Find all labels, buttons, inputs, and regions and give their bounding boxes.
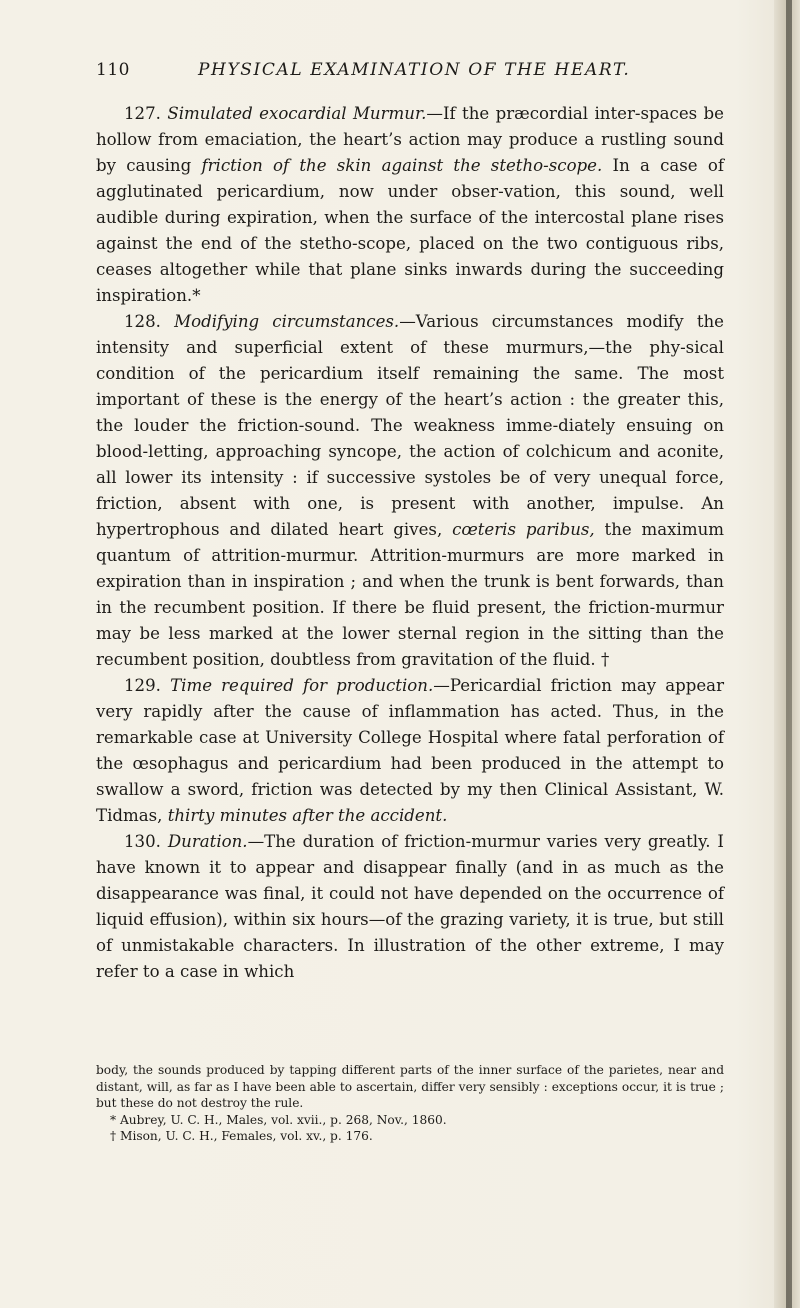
section-heading: Simulated exocardial Murmur. [167, 104, 427, 123]
main-text [96, 101, 724, 985]
emphasis-text: friction of the skin against the stetho-scope. [201, 156, 603, 175]
paragraph-text: In a case of agglutinated pericardium, now under obser-vation, this sound, well audible during expiration, when the surface of the intercostal plane rises against the end of the stetho-scope, placed on the two contiguous ribs, ceases altogether while that plane sinks inwards during the succeeding inspiration. [96, 156, 724, 305]
section-heading: Duration. [167, 832, 248, 851]
running-title: PHYSICAL EXAMINATION OF THE HEART. [198, 60, 631, 80]
page-edge-shadow [786, 0, 792, 1308]
emphasis-text: thirty minutes after the accident. [167, 806, 448, 825]
page-number: 110 [96, 60, 130, 80]
footnote-mison: † Mison, U. C. H., Females, vol. xv., p. 176. [110, 1129, 373, 1143]
paragraph-text: —Various circumstances modify the intensity and superficial extent of these murmurs,—the phy-sical condition of the pericardium itself remaining the same. The most important of these is the energy of the heart’s action : the greater this, the louder the friction-sound. The weakness imme-diately ensuing on blood-letting, approaching syncope, the action of colchicum and aconite, all lower its intensity : if successive systoles be of very unequal force, friction, absent with one, is present with another, impulse. An hypertrophous and dilated heart gives, [96, 312, 724, 539]
paragraph-text: —The duration of friction-murmur varies very greatly. I have known it to appear and disappear finally (and in as much as the disappearance was final, it could not have depended on the occurrence of liquid effusion), within six hours—of the grazing variety, it is true, but still of unmistakable characters. In illustration of the other extreme, I may refer to a case in which [96, 832, 724, 981]
section-heading: Modifying circumstances. [174, 312, 400, 331]
paragraph-128 [96, 309, 724, 673]
running-header [96, 60, 720, 86]
paragraph-text: —If the præcordial inter-spaces be hollow from emaciation, the heart’s action may produce a rustling sound by causing [96, 104, 724, 175]
footnote-aubrey: * Aubrey, U. C. H., Males, vol. xvii., p. 268, Nov., 1860. [110, 1112, 447, 1127]
paragraph-127 [96, 101, 724, 309]
section-number: 130. [124, 832, 161, 851]
section-number: 128. [124, 312, 161, 331]
section-number: 129. [124, 676, 161, 695]
section-heading: Time required for production. [170, 676, 434, 695]
footnote-marker: † [601, 650, 610, 669]
section-number: 127. [124, 104, 161, 123]
footnote-continuation: body, the sounds produced by tapping different parts of the inner surface of the parietes, near and distant, will, as far as I have been able to ascertain, differ very sensibly : exceptions occur, it is true ; but these do not destroy the rule. [96, 1063, 724, 1110]
paragraph-text: —Pericardial friction may appear very rapidly after the cause of inflammation has acted. Thus, in the remarkable case at University College Hospital where fatal perforation of the œsophagus and pericardium had been produced in the attempt to swallow a sword, friction was detected by my then Clinical Assistant, W. Tidmas, [96, 676, 725, 825]
emphasis-text: cœteris paribus, [452, 520, 595, 539]
paragraph-129 [96, 673, 724, 829]
paragraph-130 [96, 829, 724, 985]
paragraph-text: the maximum quantum of attrition-murmur. Attrition-murmurs are more marked in expiration than in inspiration ; and when the trunk is bent forwards, than in the recumbent position. If there be fluid present, the friction-murmur may be less marked at the lower sternal region in the sitting than the recumbent position, doubtless from gravitation of the fluid. [96, 520, 724, 669]
footnotes [96, 1062, 724, 1145]
footnote-marker: * [192, 286, 201, 305]
